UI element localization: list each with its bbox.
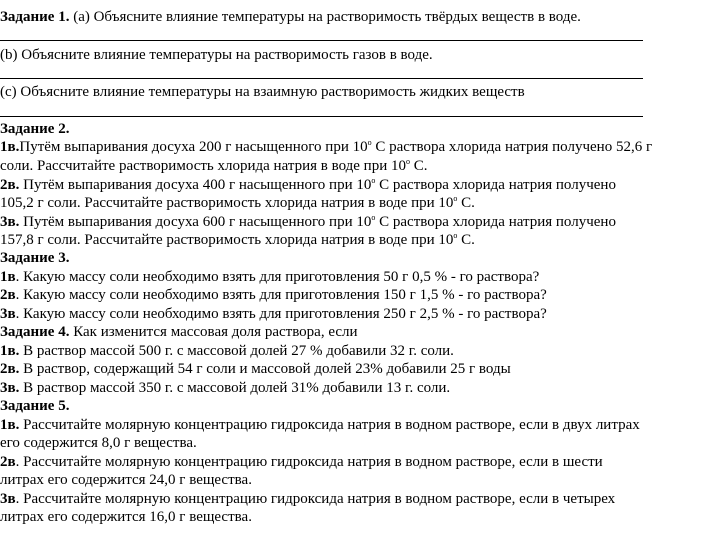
task2-heading: Задание 2. (0, 121, 70, 137)
task3-variant3: 3в. Какую массу соли необходимо взять для приготовления 250 г 2,5 % - го раствора? (0, 306, 547, 322)
task4-variant1: 1в. В раствор массой 500 г. с массовой долей 27 % добавили 32 г. соли. (0, 343, 454, 359)
task5-variant3-line2: литрах его содержится 16,0 г вещества. (0, 509, 252, 525)
task5-variant1-line1: 1в. Рассчитайте молярную концентрацию гидроксида натрия в водном растворе, если в двух литрах (0, 417, 640, 433)
task2-variant3-line1: 3в. Путём выпаривания досуха 600 г насыщенного при 10$^o$ С раствора хлорида натрия получено (0, 213, 616, 230)
task4-variant2: 2в. В раствор, содержащий 54 г соли и массовой долей 23% добавили 25 г воды (0, 361, 511, 377)
task5-variant3-line1: 3в. Рассчитайте молярную концентрацию гидроксида натрия в водном растворе, если в четырех (0, 491, 616, 507)
answer-line-a (0, 40, 643, 41)
task4-variant3: 3в. В раствор массой 350 г. с массовой долей 31% добавили 13 г. соли. (0, 380, 451, 396)
task4-heading: Задание 4. (0, 324, 70, 340)
task1-question-c: (c) Объясните влияние температуры на взаимную растворимость жидких веществ (0, 84, 525, 100)
task5-variant1-line2: его содержится 8,0 г вещества. (0, 435, 197, 451)
task5-variant2-line2: литрах его содержится 24,0 г вещества. (0, 472, 252, 488)
task2-variant1-line2: соли. Рассчитайте растворимость хлорида натрия в воде при 10$^o$ С. (0, 157, 428, 174)
task3-variant1: 1в. Какую массу соли необходимо взять для приготовления 50 г 0,5 % - го раствора? (0, 269, 540, 285)
task2-variant3-line2: 157,8 г соли. Рассчитайте растворимость хлорида натрия в воде при 10$^o$ С. (0, 231, 475, 248)
task2-variant1-line1: 1в.Путём выпаривания досуха 200 г насыщенного при 10$^o$ С раствора хлорида натрия получено 52,6 г (0, 138, 653, 155)
answer-line-c (0, 116, 643, 117)
task5-heading: Задание 5. (0, 398, 70, 414)
task2-variant2-line2: 105,2 г соли. Рассчитайте растворимость хлорида натрия в воде при 10$^o$ С. (0, 194, 475, 211)
task3-variant2: 2в. Какую массу соли необходимо взять для приготовления 150 г 1,5 % - го раствора? (0, 287, 547, 303)
task5-variant2-line1: 2в. Рассчитайте молярную концентрацию гидроксида натрия в водном растворе, если в шести (0, 454, 603, 470)
task1-question-a: Задание 1. (a) Объясните влияние температуры на растворимость твёрдых веществ в воде. (0, 9, 581, 25)
task4-question: Задание 4. Как изменится массовая доля раствора, если (0, 324, 358, 340)
task1-question-b: (b) Объясните влияние температуры на растворимость газов в воде. (0, 47, 433, 63)
task2-variant2-line1: 2в. Путём выпаривания досуха 400 г насыщенного при 10$^o$ С раствора хлорида натрия получено (0, 176, 616, 193)
answer-line-b (0, 78, 643, 79)
task3-heading: Задание 3. (0, 250, 70, 266)
task1-heading: Задание 1. (0, 9, 70, 25)
